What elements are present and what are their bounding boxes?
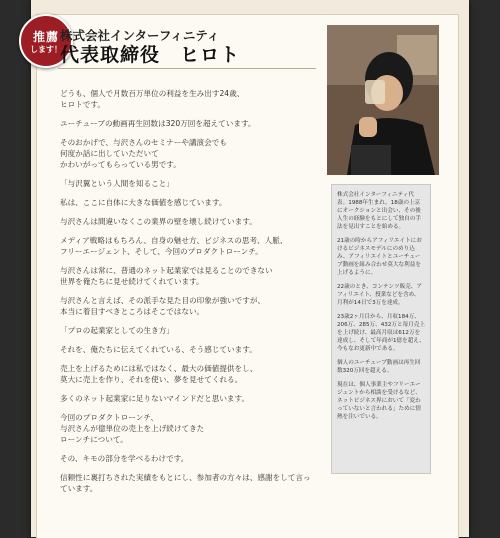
body-line: かわいがってもらっている男です。 <box>60 160 181 169</box>
ceo-title: 代表取締役 ヒロト <box>60 44 241 66</box>
body-line: 今回のプロダクトローンチ、 <box>60 413 159 422</box>
body-line: ローンチについて。 <box>60 435 128 444</box>
paragraph-gap <box>60 129 312 137</box>
sidebar-paragraph: 23歳2ヶ月目から、月収184万、206万、285万、432万と毎月売上を上げ続け、最高月収は612万を達成し、そして年商が1億を超え、今もなお更新中である。 <box>337 314 425 352</box>
body-line: 「与沢翼という人間を知ること」 <box>60 179 174 188</box>
body-line: どうも、個人で月数百万単位の利益を生み出す24歳、 <box>60 89 245 98</box>
sidebar-paragraph: 現在は、個人事業主やフリーエージェントから相談を受けるなど、ネットビジネス界において「変わっていないと言われる」ために情熱を注いでいる。 <box>337 382 421 420</box>
paragraph-gap <box>60 110 312 118</box>
body-line: ヒロトです。 <box>60 100 105 109</box>
body-line: 莫大に売上を作り、それを使い、夢を見せてくれる。 <box>60 375 243 384</box>
body-line: 与沢さんは間違いなくこの業界の壁を壊し続けています。 <box>60 217 257 226</box>
photo-illustration <box>327 25 439 175</box>
body-line: フリーエージェント、そして、今回のプロダクトローンチ。 <box>60 247 263 256</box>
sidebar-paragraph: 21歳の時からアフィリエイトにおけるビジネスモデルにのめり込み、アフィリエイトとユーチューブ動画を組み合わせ莫大な利益を上げるように。 <box>337 238 422 276</box>
sidebar-paragraph: 個人のユーチューブ動画は再生回数320万回を超える。 <box>337 360 421 374</box>
body-line: 世界を俺たちに見せ続けてくれています。 <box>60 277 204 286</box>
paragraph-gap <box>60 208 312 216</box>
profile-photo <box>327 25 439 175</box>
paragraph-gap <box>60 404 312 412</box>
body-line: そのおかげで、与沢さんのセミナーや講演会でも <box>60 138 227 147</box>
body-line: その、キモの部分を学べるわけです。 <box>60 454 189 463</box>
sidebar-paragraph: 株式会社インターフィニティ代表。1988年生まれ。18歳の上京にオークションと出会い、その後人生の経験をもとにして独自の手法を見出すことを始める。 <box>337 192 421 230</box>
paragraph-gap <box>60 445 312 453</box>
paragraph-gap <box>60 257 312 265</box>
body-line: 私は、ここに自体に大きな価値を感じています。 <box>60 198 227 207</box>
paragraph-gap <box>60 464 312 472</box>
paragraph-gap <box>60 317 312 325</box>
badge-subtitle: します！ <box>30 45 62 54</box>
testimonial-body <box>60 88 312 494</box>
sidebar-paragraph: 22歳のとき、コンテンツ販売、アフィリエイト、授業などを含め、月利が14日で3万を達成。 <box>337 284 422 306</box>
paragraph-gap <box>60 227 312 235</box>
body-line: ユーチューブの動画再生回数は320万回を超えています。 <box>60 119 256 128</box>
body-line: それを、俺たちに伝えてくれている、そう感じています。 <box>60 345 257 354</box>
body-line: 多くのネット起業家に足りないマインドだと思います。 <box>60 394 250 403</box>
profile-sidebar <box>331 184 431 474</box>
body-line: 信頼性に裏打ちされた実績をもとにし、参加者の方々は、感謝をして言っています。 <box>60 473 311 493</box>
body-line: メディア戦略はもちろん、自身の魅せ方、ビジネスの思考、人脈、 <box>60 236 288 245</box>
paragraph-gap <box>60 170 312 178</box>
paragraph-gap <box>60 385 312 393</box>
title-divider <box>58 68 316 69</box>
paragraph-gap <box>60 287 312 295</box>
body-line: 与沢さんは常に、普通のネット起業家では見ることのできない <box>60 266 273 275</box>
body-line: 「プロの起業家としての生き方」 <box>60 326 174 335</box>
body-line: 与沢さんが億単位の売上を上げ続けてきた <box>60 424 205 433</box>
paragraph-gap <box>60 355 312 363</box>
company-name: 株式会社インターフィニティ <box>60 28 220 43</box>
badge-title: 推薦 <box>32 30 59 44</box>
body-line: 売上を上げるためには私ではなく、最大の価値提供をし、 <box>60 364 258 373</box>
body-line: 与沢さんと言えば、その派手な見た目の印象が強いですが、 <box>60 296 266 305</box>
body-line: 何度か話に出していただいて <box>60 149 159 158</box>
body-line: 本当に着目すべきところはそこではない。 <box>60 307 205 316</box>
paragraph-gap <box>60 336 312 344</box>
paragraph-gap <box>60 189 312 197</box>
